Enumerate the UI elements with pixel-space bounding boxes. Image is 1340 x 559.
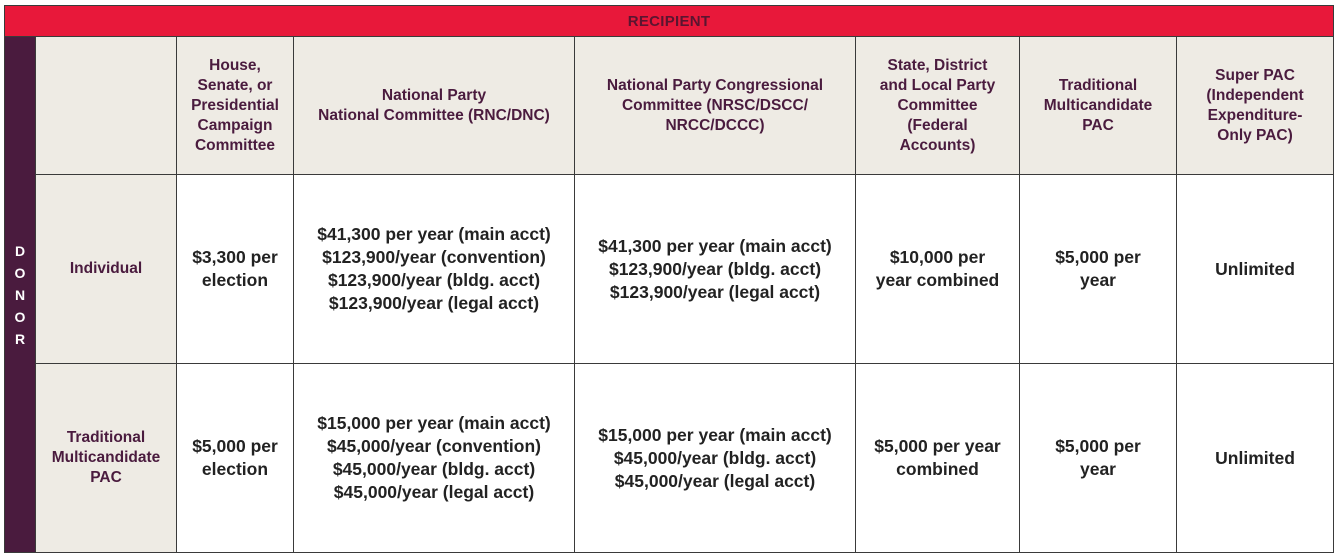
donor-axis-label <box>5 37 36 553</box>
header-line: National Party <box>381 86 487 104</box>
cell-line: $45,000/year (legal acct) <box>333 482 535 502</box>
table-cell <box>1177 364 1334 553</box>
donor-letter: O <box>14 264 26 281</box>
table-cell <box>856 175 1020 364</box>
recipient-header: RECIPIENT <box>5 6 1334 37</box>
header-line: Committee <box>897 96 978 114</box>
header-line: House, <box>209 56 261 74</box>
corner-cell <box>36 37 177 175</box>
column-header-traditional-pac <box>1020 37 1177 175</box>
table-cell <box>856 364 1020 553</box>
cell-line: election <box>201 270 269 290</box>
column-header-congressional-committee <box>575 37 856 175</box>
cell-line: $3,300 per <box>192 247 278 267</box>
donor-letter: O <box>14 308 26 325</box>
cell-line: $15,000 per year (main acct) <box>317 413 551 433</box>
header-line: and Local Party <box>879 76 996 94</box>
row-label-line: PAC <box>90 469 122 486</box>
cell-line: $123,900/year (bldg. acct) <box>327 270 541 290</box>
donor-letter: R <box>14 330 26 347</box>
row-label-line: Individual <box>69 260 143 277</box>
header-line: NRCC/DCCC) <box>665 116 765 134</box>
cell-line: $45,000/year (convention) <box>327 436 541 456</box>
contribution-limits-chart <box>4 5 1333 553</box>
table-cell <box>1177 175 1334 364</box>
cell-line: $10,000 per <box>889 247 986 267</box>
cell-line: $5,000 per <box>192 436 278 456</box>
table-cell <box>1020 364 1177 553</box>
cell-line: $5,000 per year <box>874 436 1001 456</box>
cell-line: $41,300 per year (main acct) <box>598 235 832 256</box>
header-line: Traditional <box>1058 76 1138 94</box>
cell-line: $5,000 per <box>1055 436 1141 456</box>
table-cell <box>177 175 294 364</box>
cell-line: Unlimited <box>1215 447 1295 468</box>
header-line: National Committee (RNC/DNC) <box>318 106 550 124</box>
header-line: PAC <box>1082 116 1114 134</box>
table-cell <box>1020 175 1177 364</box>
header-line: Committee <box>194 136 276 154</box>
cell-line: $41,300 per year (main acct) <box>317 224 551 244</box>
header-line: Expenditure- <box>1207 106 1303 124</box>
header-line: Committee (NRSC/DSCC/ <box>621 96 808 114</box>
cell-line: Unlimited <box>1215 258 1295 279</box>
table-cell <box>177 364 294 553</box>
table-cell <box>294 175 575 364</box>
column-header-campaign-committee <box>177 37 294 175</box>
header-line: Accounts) <box>899 136 976 154</box>
cell-line: combined <box>896 459 979 479</box>
header-line: State, District <box>887 56 988 74</box>
table-cell <box>294 364 575 553</box>
cell-line: $15,000 per year (main acct) <box>598 424 832 445</box>
table-row <box>5 175 1334 364</box>
header-line: Senate, or <box>197 76 273 94</box>
column-header-state-local-party <box>856 37 1020 175</box>
row-label-line: Traditional <box>66 429 146 446</box>
cell-line: $45,000/year (bldg. acct) <box>332 459 536 479</box>
table-row <box>5 364 1334 553</box>
cell-line: year <box>1079 459 1116 479</box>
cell-line: $123,900/year (legal acct) <box>328 293 540 313</box>
header-line: Super PAC <box>1215 66 1295 84</box>
header-line: (Independent <box>1206 86 1304 104</box>
header-line: Multicandidate <box>1043 96 1153 114</box>
cell-line: election <box>201 459 269 479</box>
table-cell <box>575 175 856 364</box>
contribution-limits-table <box>4 5 1334 553</box>
header-line: Only PAC) <box>1217 126 1293 144</box>
donor-letter: N <box>14 286 26 303</box>
cell-line: $123,900/year (legal acct) <box>609 281 821 302</box>
cell-line: year combined <box>875 270 1000 290</box>
column-header-national-committee <box>294 37 575 175</box>
donor-letter: D <box>14 242 26 259</box>
column-header-super-pac <box>1177 37 1334 175</box>
header-line: Presidential <box>191 96 279 114</box>
cell-line: $45,000/year (legal acct) <box>614 470 816 491</box>
cell-line: $5,000 per <box>1055 247 1141 267</box>
row-label-traditional-pac <box>36 364 177 553</box>
cell-line: $123,900/year (convention) <box>322 247 546 267</box>
header-line: Campaign <box>197 116 273 134</box>
cell-line: year <box>1079 270 1116 290</box>
table-cell <box>575 364 856 553</box>
header-line: National Party Congressional <box>606 76 824 94</box>
row-label-individual <box>36 175 177 364</box>
row-label-line: Multicandidate <box>51 449 161 466</box>
header-line: (Federal <box>907 116 968 134</box>
cell-line: $123,900/year (bldg. acct) <box>608 258 822 279</box>
cell-line: $45,000/year (bldg. acct) <box>613 447 817 468</box>
